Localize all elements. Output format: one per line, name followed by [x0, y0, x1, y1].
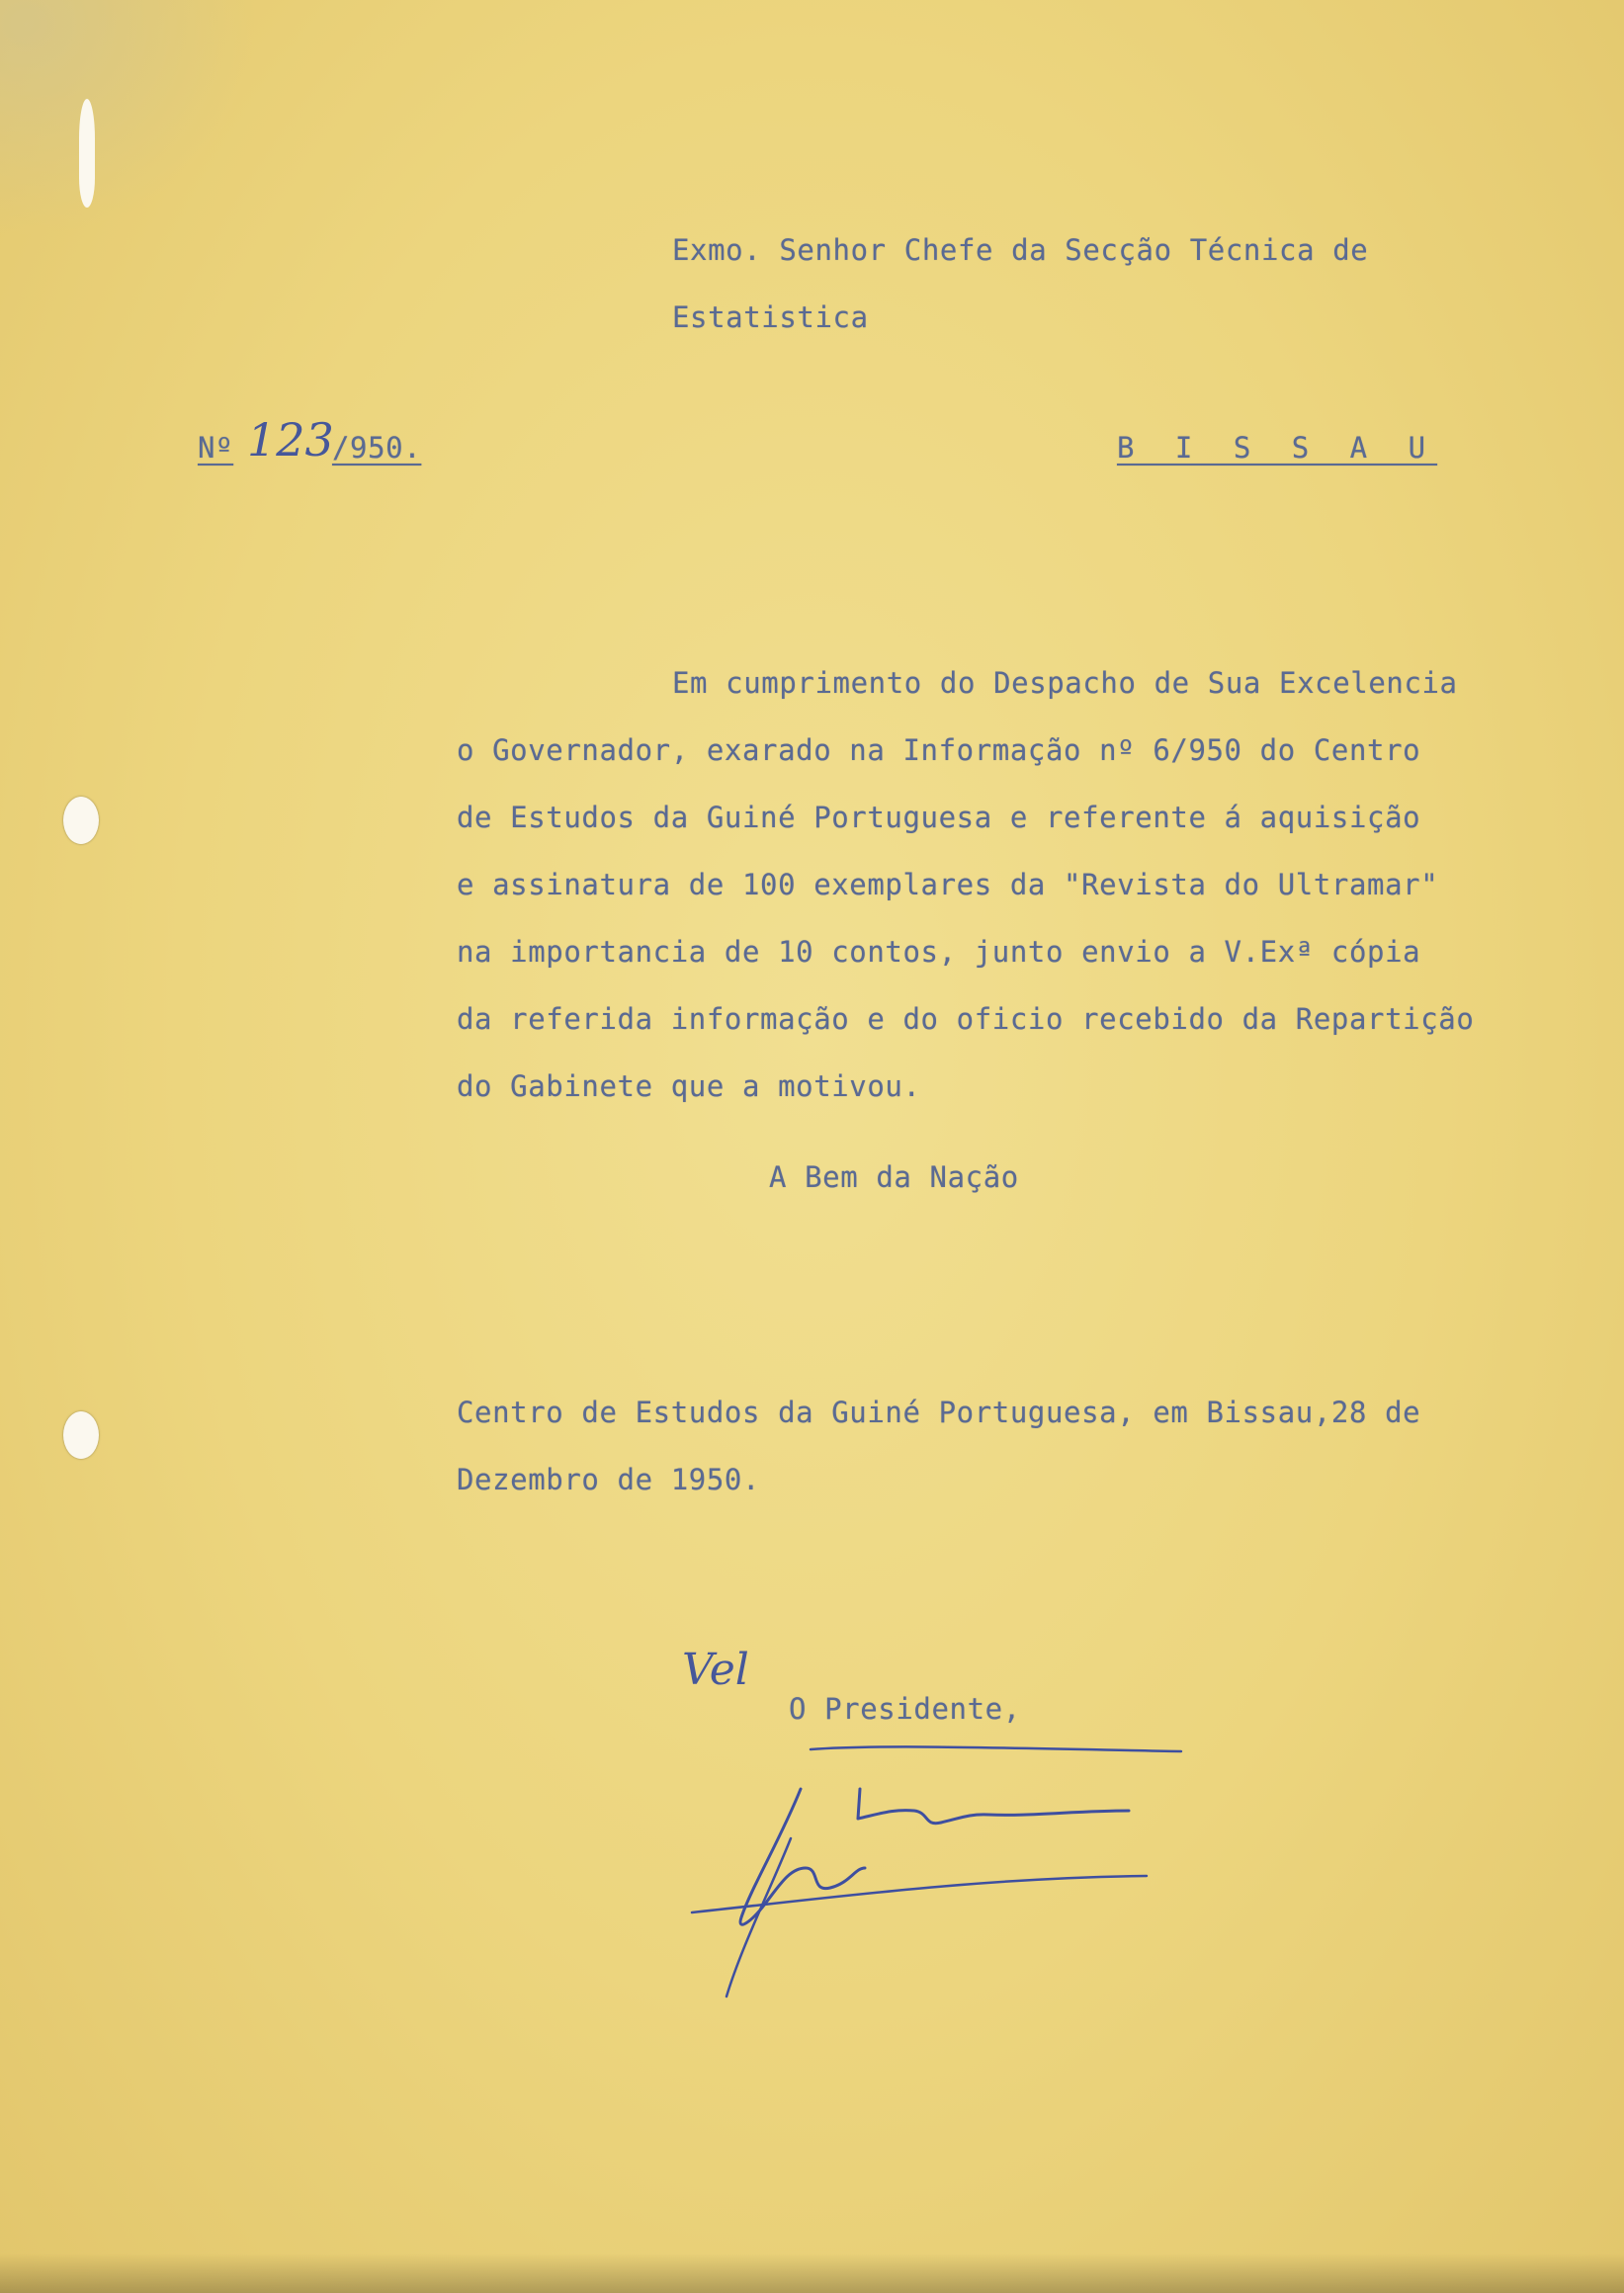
body-line-6: da referida informação e do oficio recebido da Repartição [457, 1002, 1475, 1036]
signature-drawing [682, 1720, 1236, 2006]
dateline-line-1: Centro de Estudos da Guiné Portuguesa, em Bissau,28 de [457, 1396, 1421, 1429]
handwritten-note: Vel [682, 1645, 749, 1695]
signer-title: O Presidente, [789, 1692, 1021, 1726]
bottom-shadow [0, 2253, 1624, 2293]
paper-stain [0, 0, 257, 237]
location-heading: B I S S A U [1117, 431, 1438, 465]
body-line-4: e assinatura de 100 exemplares da "Revista do Ultramar" [457, 868, 1439, 901]
salutation: A Bem da Nação [769, 1160, 1019, 1194]
body-line-1: Em cumprimento do Despacho de Sua Excelencia [672, 666, 1458, 700]
reference-year: /950. [332, 431, 422, 465]
punch-hole-top [63, 797, 99, 844]
body-line-5: na importancia de 10 contos, junto envio a V.Exª cópia [457, 935, 1421, 969]
recipient-line-2: Estatistica [672, 300, 869, 334]
reference-prefix: Nº [198, 431, 234, 465]
recipient-line-1: Exmo. Senhor Chefe da Secção Técnica de [672, 233, 1369, 267]
punch-hole-bottom [63, 1411, 99, 1459]
body-line-7: do Gabinete que a motivou. [457, 1069, 921, 1103]
reference-number-handwritten: 123 [247, 413, 334, 467]
body-line-2: o Governador, exarado na Informação nº 6/950 do Centro [457, 733, 1421, 767]
reference-number [198, 413, 455, 472]
body-line-3: de Estudos da Guiné Portuguesa e referente á aquisição [457, 801, 1421, 834]
paper-tear-mark [79, 99, 95, 208]
dateline-line-2: Dezembro de 1950. [457, 1463, 761, 1496]
